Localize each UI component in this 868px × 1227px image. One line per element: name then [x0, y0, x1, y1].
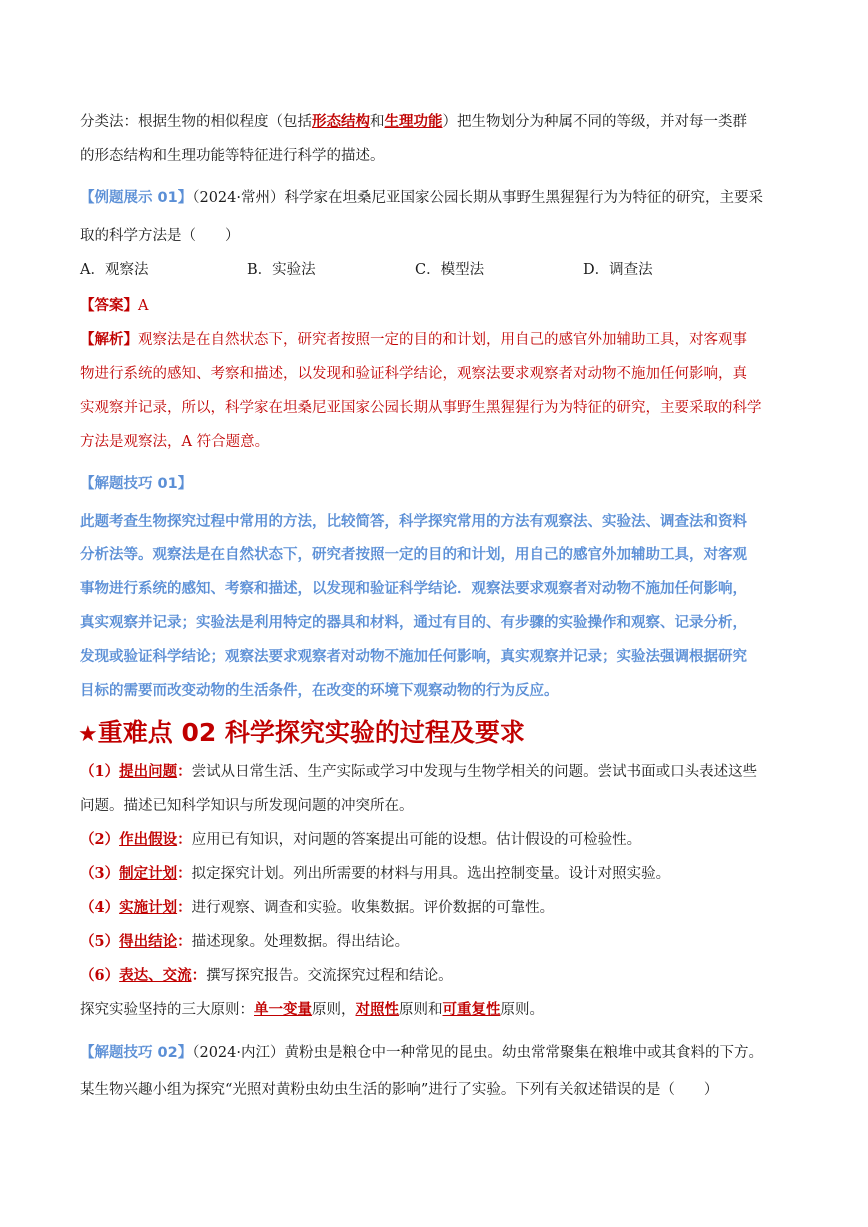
analysis-line-1: 【解析】观察法是在自然状态下，研究者按照一定的目的和计划，用自己的感官外加辅助工具，对客观事 — [80, 331, 747, 348]
tip1-line-2: 分析法等。观察法是在自然状态下，研究者按照一定的目的和计划，用自己的感官外加辅助工具，对客观 — [80, 546, 747, 563]
step-5: （5）得出结论：描述现象。处理数据。得出结论。 — [80, 933, 410, 950]
intro-line-2: 的形态结构和生理功能等特征进行科学的描述。 — [80, 148, 385, 164]
principle-repeatability: 可重复性 — [442, 1001, 501, 1018]
analysis-tag: 【解析】 — [80, 331, 138, 348]
star-icon: ★ — [78, 722, 98, 747]
answer-value: A — [138, 298, 149, 314]
step-1-continued: 问题。描述已知科学知识与所发现问题的冲突所在。 — [80, 798, 414, 814]
example1-question-line-1: 【例题展示 01】（2024·常州）科学家在坦桑尼亚国家公园长期从事野生黑猩猩行为为特征的研究，主要采 — [80, 190, 763, 206]
principle-control: 对照性 — [355, 1001, 399, 1018]
example1-tag: 【例题展示 01】 — [80, 190, 193, 206]
step-1-keyword: 提出问题 — [119, 763, 178, 780]
principles-line: 探究实验坚持的三大原则：单一变量原则，对照性原则和可重复性原则。 — [80, 1001, 544, 1018]
section-title: 重难点 02 科学探究实验的过程及要求 — [97, 718, 525, 747]
step-3-keyword: 制定计划 — [119, 865, 178, 882]
step-6: （6）表达、交流：撰写探究报告。交流探究过程和结论。 — [80, 967, 453, 984]
tip1-line-4: 真实观察并记录；实验法是利用特定的器具和材料，通过有目的、有步骤的实验操作和观察、记录分析， — [80, 614, 747, 631]
option-d: D．调查法 — [583, 262, 653, 278]
tip1-tag: 【解题技巧 01】 — [80, 476, 193, 492]
step-2: （2）作出假设：应用已有知识，对问题的答案提出可能的设想。估计假设的可检验性。 — [80, 831, 642, 848]
tip1-line-1: 此题考查生物探究过程中常用的方法，比较简答，科学探究常用的方法有观察法、实验法、调查法和资料 — [80, 513, 747, 530]
answer-line — [80, 296, 148, 316]
step-6-keyword: 表达、交流 — [119, 967, 192, 984]
step-1: （1）提出问题：尝试从日常生活、生产实际或学习中发现与生物学相关的问题。尝试书面或口头表述这些 — [80, 763, 758, 780]
option-b: B．实验法 — [247, 262, 316, 278]
section-heading — [78, 716, 525, 752]
step-5-keyword: 得出结论 — [119, 933, 178, 950]
step-2-keyword: 作出假设 — [119, 831, 178, 848]
intro-line-1: 分类法：根据生物的相似程度（包括形态结构和生理功能）把生物划分为种属不同的等级，并对每一类群 — [80, 113, 747, 130]
tip1-line-6: 目标的需要而改变动物的生活条件，在改变的环境下观察动物的行为反应。 — [80, 682, 559, 699]
tip2-tag: 【解题技巧 02】 — [80, 1045, 193, 1061]
tip2-line-1: 【解题技巧 02】（2024·内江）黄粉虫是粮仓中一种常见的昆虫。幼虫常常聚集在粮堆中或其食料的下方。 — [80, 1045, 763, 1061]
analysis-line-2: 物进行系统的感知、考察和描述，以发现和验证科学结论，观察法要求观察者对动物不施加任何影响，真 — [80, 366, 747, 382]
tip2-line-2: 某生物兴趣小组为探究“光照对黄粉虫幼虫生活的影响”进行了实验。下列有关叙述错误的是（ ） — [80, 1082, 719, 1098]
tip1-line-3: 事物进行系统的感知、考察和描述，以发现和验证科学结论．观察法要求观察者对动物不施加任何影响， — [80, 580, 747, 597]
answer-tag: 【答案】 — [80, 297, 138, 314]
example1-question-line-2: 取的科学方法是（ ） — [80, 228, 240, 244]
option-c: C．模型法 — [415, 262, 485, 278]
analysis-line-3: 实观察并记录，所以，科学家在坦桑尼亚国家公园长期从事野生黑猩猩行为为特征的研究，主要采取的科学 — [80, 400, 762, 416]
step-4-keyword: 实施计划 — [119, 899, 178, 916]
keyword-morphology: 形态结构 — [312, 113, 370, 130]
step-4: （4）实施计划：进行观察、调查和实验。收集数据。评价数据的可靠性。 — [80, 899, 555, 916]
step-3: （3）制定计划：拟定探究计划。列出所需要的材料与用具。选出控制变量。设计对照实验。 — [80, 865, 671, 882]
analysis-line-4: 方法是观察法，A 符合题意。 — [80, 434, 270, 450]
principle-single-variable: 单一变量 — [254, 1001, 312, 1018]
option-a: A．观察法 — [80, 262, 149, 278]
tip1-line-5: 发现或验证科学结论；观察法要求观察者对动物不施加任何影响，真实观察并记录；实验法强调根据研究 — [80, 648, 747, 665]
keyword-physiology: 生理功能 — [384, 113, 443, 130]
